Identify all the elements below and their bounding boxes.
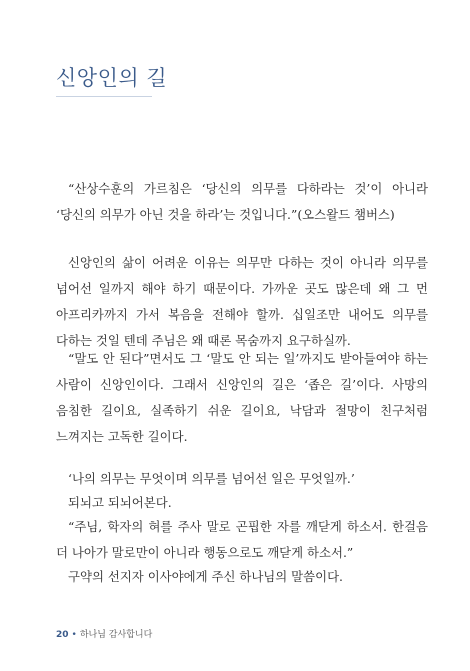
body-paragraph-2: “말도 안 된다”면서도 그 ‘말도 안 되는 일’까지도 받아들여야 하는 사람이 신앙인이다. 그래서 신앙인의 길은 ‘좁은 길’이다. 사망의 음침한 길이요, 실족하기 쉬운 길이요, 낙담과 절망이 친구처럼 느껴지는 고독한 길이다. <box>56 351 428 444</box>
page-number: 20 <box>56 630 69 640</box>
page-footer <box>56 627 152 640</box>
reflection-line: 되뇌고 되뇌어본다. <box>68 495 172 510</box>
closing-line: 구약의 선지자 이사야에게 주신 하나님의 말씀이다. <box>68 569 343 584</box>
body-paragraph-1: 신앙인의 삶이 어려운 이유는 의무만 다하는 것이 아니라 의무를 넘어선 일까지 해야 하기 때문이다. 가까운 곳도 많은데 왜 그 먼 아프리카까지 가서 복음을 전해야 할까. 십일조만 내어도 의무를 다하는 것일 텐데 주님은 왜 때론 목숨까지 요구하실까. <box>56 255 428 348</box>
title-underline <box>56 96 152 97</box>
inner-thought-line: ‘나의 의무는 무엇이며 의무를 넘어선 일은 무엇일까.’ <box>68 471 355 486</box>
book-title: 하나님 감사합니다 <box>79 630 153 640</box>
prayer-paragraph: “주님, 학자의 혀를 주사 말로 곤핍한 자를 깨닫게 하소서. 한걸음 더 나아가 말로만이 아니라 행동으로도 깨닫게 하소서.” <box>56 519 428 560</box>
quote-paragraph: “산상수훈의 가르침은 ‘당신의 의무를 다하라는 것’이 아니라 ‘당신의 의무가 아닌 것을 하라’는 것입니다.”(오스왈드 챔버스) <box>56 181 428 222</box>
footer-separator: • <box>71 630 77 640</box>
chapter-title: 신앙인의 길 <box>56 66 168 90</box>
